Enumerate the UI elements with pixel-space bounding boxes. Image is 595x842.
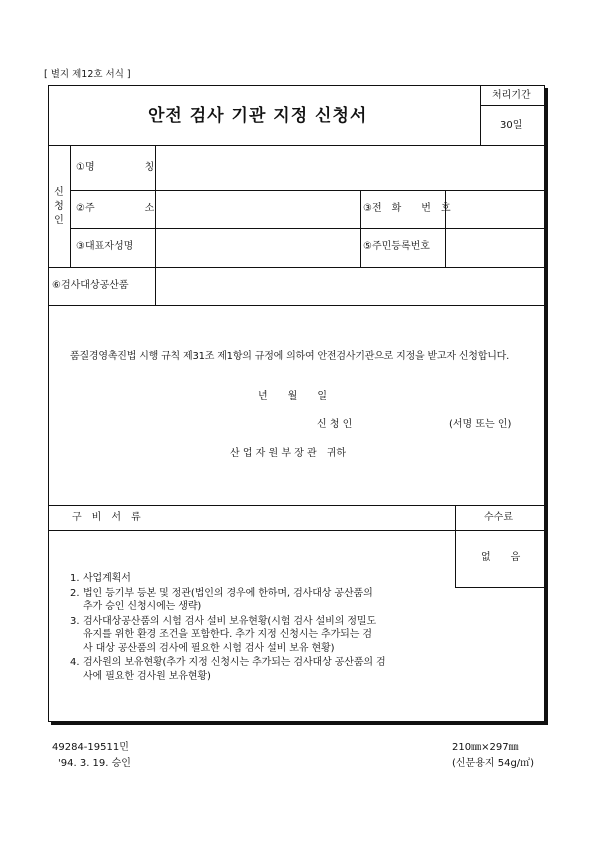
- list-item: [70, 656, 530, 683]
- divider: [360, 190, 361, 267]
- application-statement: 품질경영촉진법 시행 규칙 제31조 제1항의 규정에 의하여 안전검사기관으로 지정을 받고자 신청합니다.: [70, 351, 510, 362]
- list-item-number: 3.: [70, 615, 80, 627]
- list-item-number: 1.: [70, 573, 80, 584]
- processing-period-value: 30일: [500, 120, 523, 131]
- applicant-section-label: 신 청 인: [54, 187, 64, 226]
- paper-type: (신문용지 54g/㎡): [452, 758, 535, 769]
- resident-number-label: ⑤주민등록번호: [363, 241, 430, 252]
- divider: [48, 505, 545, 506]
- paper-size: 210㎜×297㎜: [452, 742, 519, 753]
- phone-field[interactable]: [446, 191, 544, 227]
- representative-field[interactable]: [156, 229, 359, 266]
- list-item: [70, 572, 530, 586]
- fee-value: 없 음: [481, 552, 521, 563]
- list-item-number: 4.: [70, 657, 80, 668]
- required-documents-list: [70, 572, 530, 683]
- resident-number-field[interactable]: [446, 229, 544, 266]
- address-field[interactable]: [156, 191, 359, 227]
- list-item-text: 검사원의 보유현황(추가 지정 신청시는 추가되는 검사대상 공산품의 검 사에 필요한 검사원 보유현황): [83, 657, 386, 682]
- divider: [48, 530, 545, 531]
- date-line: 년 월 일: [258, 391, 327, 402]
- list-item-text: 법인 등기부 등본 및 정관(법인의 경우에 한하며, 검사대상 공산품의 추가 승인 신청시에는 생략): [83, 587, 373, 612]
- divider: [70, 145, 71, 267]
- target-products-label: ⑥검사대상공산품: [52, 280, 129, 291]
- processing-period-label: 처리기간: [492, 90, 531, 101]
- list-item-text: 검사대상공산품의 시험 검사 설비 보유현황(시험 검사 설비의 정밀도 유지를 위한 환경 조건을 포함한다. 추가 지정 신청시는 추가되는 검 사 대상 공산품의 검사에 필요한 시험 검사 설비 보유 현황): [83, 615, 377, 654]
- representative-label: ③대표자성명: [76, 241, 134, 252]
- form-code: 49284-19511민: [52, 742, 129, 753]
- documents-header: 구 비 서 류: [72, 512, 141, 523]
- phone-label: ③전 화 번 호: [363, 203, 451, 214]
- applicant-line: 신 청 인: [317, 419, 353, 430]
- name-label: ①명 칭: [76, 162, 155, 173]
- form-number-label: [ 별지 제12호 서식 ]: [44, 69, 131, 80]
- divider: [480, 105, 545, 106]
- list-item: [70, 587, 530, 614]
- list-item-text: 사업계획서: [83, 573, 131, 584]
- divider: [48, 305, 545, 306]
- target-products-field[interactable]: [156, 268, 544, 304]
- page-title: 안전 검사 기관 지정 신청서: [148, 106, 368, 126]
- signature-note: (서명 또는 인): [449, 419, 512, 430]
- approval-date: '94. 3. 19. 승인: [58, 758, 131, 769]
- list-item-number: 2.: [70, 587, 80, 599]
- signature-field[interactable]: [362, 414, 447, 434]
- address-label: ②주 소: [76, 203, 155, 214]
- list-item: [70, 615, 530, 656]
- divider: [480, 85, 481, 145]
- fee-header: 수수료: [484, 512, 513, 523]
- addressee: 산 업 자 원 부 장 관 귀하: [230, 448, 347, 459]
- name-field[interactable]: [156, 146, 544, 189]
